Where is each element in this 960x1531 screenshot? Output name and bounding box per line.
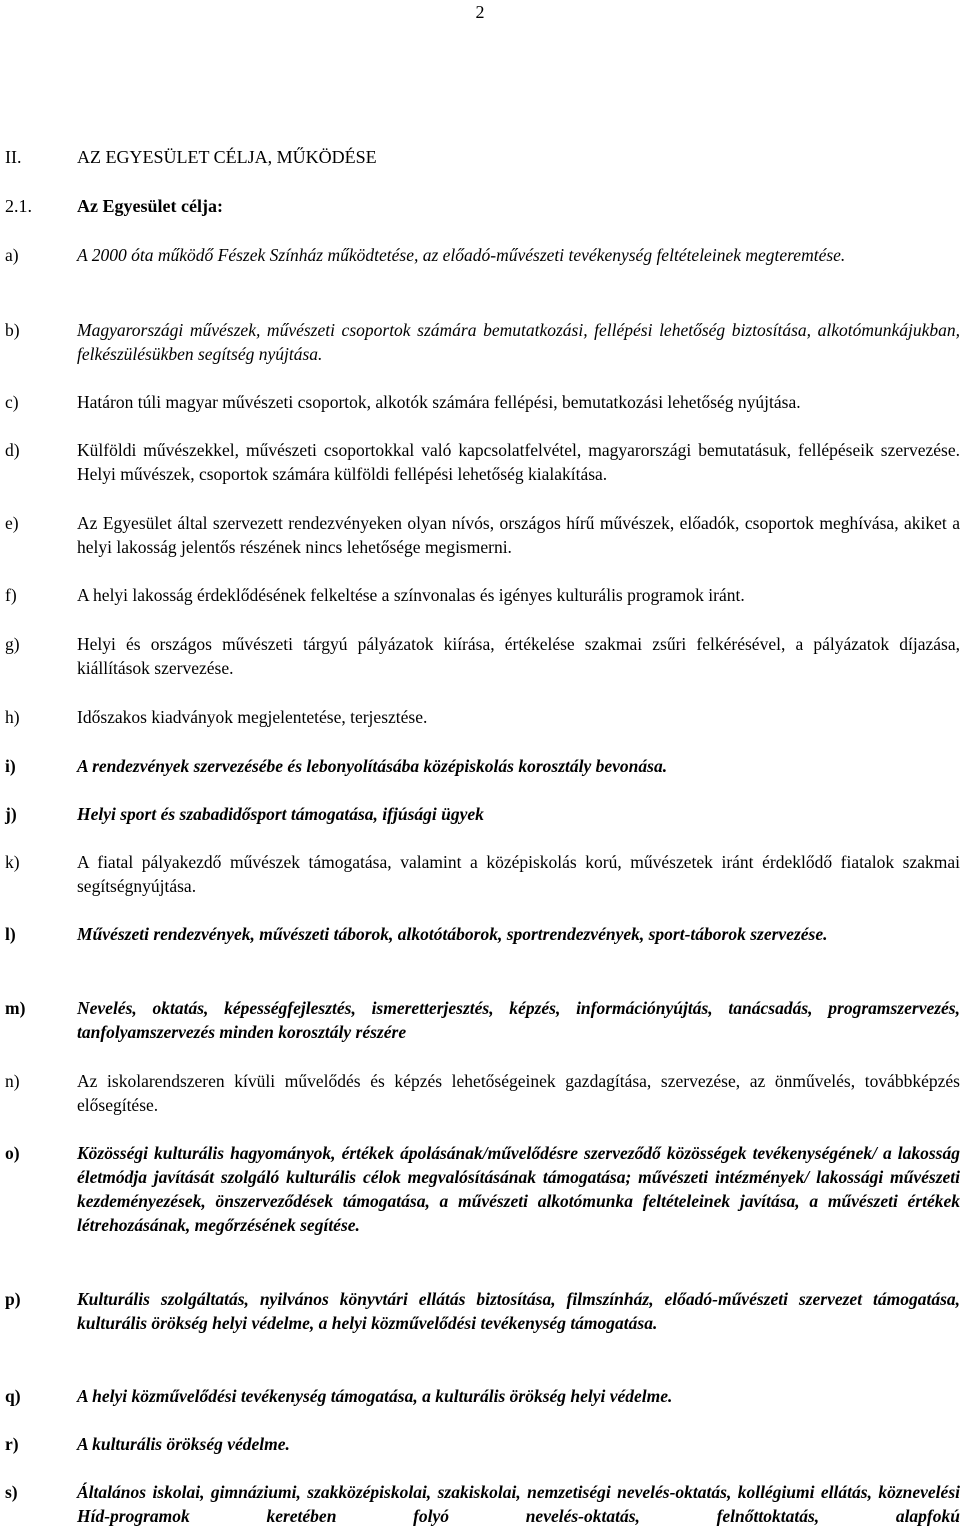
item-label: j)	[5, 804, 17, 824]
section-number: II.	[5, 147, 22, 167]
item-label: i)	[5, 756, 16, 776]
item-text: A kulturális örökség védelme.	[77, 1434, 290, 1454]
section-heading	[5, 145, 377, 169]
item-text: Időszakos kiadványok megjelentetése, terjesztése.	[77, 707, 428, 727]
item-text: A fiatal pályakezdő művészek támogatása, valamint a középiskolás korú, művészetek iránt érdeklődő fiatalok szakmai segítségnyújtása.	[77, 852, 960, 896]
item-label: r)	[5, 1434, 19, 1454]
subsection-heading	[5, 194, 223, 218]
item-text: Határon túli magyar művészeti csoportok, alkotók számára fellépési, bemutatkozási lehetőség nyújtása.	[77, 392, 801, 412]
item-label: k)	[5, 852, 20, 872]
item-text: A rendezvények szervezésébe és lebonyolításába középiskolás korosztály bevonása.	[77, 756, 668, 776]
item-text: Magyarországi művészek, művészeti csoportok számára bemutatkozási, fellépési lehetőség biztosítása, alkotómunkájukban, felkészülésükben segítség nyújtása.	[77, 320, 960, 364]
item-label: l)	[5, 924, 16, 944]
item-label: m)	[5, 998, 26, 1018]
item-text: Az Egyesület által szervezett rendezvényeken olyan nívós, országos hírű művészek, előadók, csoportok meghívása, akiket a helyi lakosság jelentős részének nincs lehetősége megismerni.	[77, 513, 960, 557]
item-text: Külföldi művészekkel, művészeti csoportokkal való kapcsolatfelvétel, magyarországi bemutatásuk, fellépéseik szervezése. Helyi művészek, csoportok számára külföldi fellépési lehetőség kialakítása.	[77, 440, 960, 484]
item-label: n)	[5, 1071, 20, 1091]
item-label: q)	[5, 1386, 21, 1406]
item-label: d)	[5, 440, 20, 460]
item-text: Az iskolarendszeren kívüli művelődés és képzés lehetőségeinek gazdagítása, szervezése, az önművelés, továbbképzés elősegítése.	[77, 1071, 960, 1115]
item-label: o)	[5, 1143, 20, 1163]
item-text: Általános iskolai, gimnáziumi, szakközépiskolai, szakiskolai, nemzetiségi nevelés-oktatás, kollégiumi ellátás, köznevelési Híd-programok keretében folyó nevelés-oktatás, felnőttoktatás, alapfokú	[77, 1482, 960, 1526]
item-label: h)	[5, 707, 20, 727]
item-label: g)	[5, 634, 20, 654]
item-text: Nevelés, oktatás, képességfejlesztés, ismeretterjesztés, képzés, információnyújtás, tanácsadás, programszervezés, tanfolyamszervezés minden korosztály részére	[77, 998, 960, 1042]
item-text: Művészeti rendezvények, művészeti táborok, alkotótáborok, sportrendezvények, sport-táborok szervezése.	[77, 924, 828, 944]
item-text: A 2000 óta működő Fészek Színház működtetése, az előadó-művészeti tevékenység feltételeinek megteremtése.	[77, 245, 846, 265]
section-title: AZ EGYESÜLET CÉLJA, MŰKÖDÉSE	[77, 147, 377, 167]
item-text: Kulturális szolgáltatás, nyilvános könyvtári ellátás biztosítása, filmszínház, előadó-művészeti szervezet támogatása, kulturális örökség helyi védelme, a helyi közművelődési tevékenység támogatása.	[77, 1289, 960, 1333]
item-label: f)	[5, 585, 17, 605]
item-text: Helyi sport és szabadidősport támogatása, ifjúsági ügyek	[77, 804, 484, 824]
item-text: Helyi és országos művészeti tárgyú pályázatok kiírása, értékelése szakmai zsűri felkérésével, a pályázatok díjazása, kiállítások szervezése.	[77, 634, 960, 678]
item-label: c)	[5, 392, 19, 412]
item-text: A helyi lakosság érdeklődésének felkeltése a színvonalas és igényes kulturális programok iránt.	[77, 585, 745, 605]
subsection-number: 2.1.	[5, 196, 32, 216]
item-text: Közösségi kulturális hagyományok, értékek ápolásának/művelődésre szerveződő közösségek tevékenységének/ a lakosság életmódja javítását szolgáló kulturális célok megvalósításának támogatása; művészeti intézmények/ lakossági művészeti kezdeményezések, önszerveződések támogatása, a művészeti alkotómunka feltételeinek javítása, a művészeti értékek létrehozásának, megőrzésének segítése.	[77, 1143, 960, 1235]
page-number: 2	[475, 2, 485, 22]
item-label: s)	[5, 1482, 18, 1502]
item-label: e)	[5, 513, 19, 533]
item-label: a)	[5, 245, 19, 265]
item-label: p)	[5, 1289, 21, 1309]
subsection-title: Az Egyesület célja:	[77, 196, 223, 216]
item-text: A helyi közművelődési tevékenység támogatása, a kulturális örökség helyi védelme.	[77, 1386, 673, 1406]
item-label: b)	[5, 320, 20, 340]
